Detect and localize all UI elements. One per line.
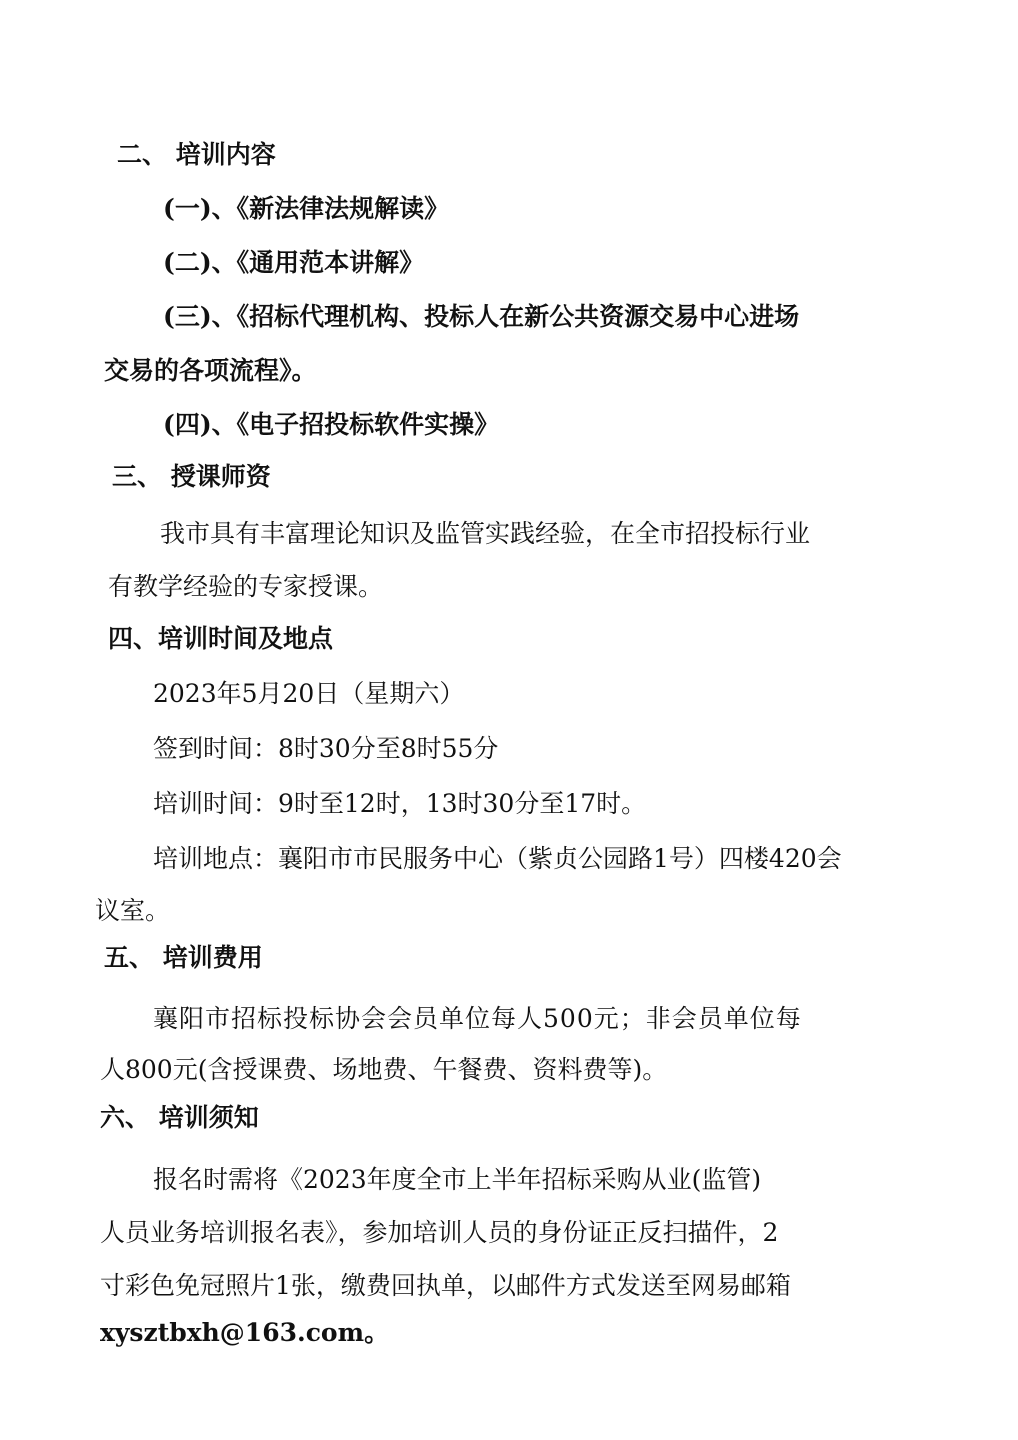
notice-email-line bbox=[100, 1315, 389, 1351]
contact-email: xysztbxh@163.com bbox=[100, 1318, 365, 1347]
section-heading-training-content: 二、 培训内容 bbox=[117, 140, 276, 169]
content-item-3-line-1: (三)、《招标代理机构、投标人在新公共资源交易中心进场 bbox=[163, 302, 800, 331]
instructors-text-line-1: 我市具有丰富理论知识及监管实践经验，在全市招投标行业 bbox=[160, 519, 811, 548]
training-location-line-1: 培训地点：襄阳市市民服务中心（紫贞公园路1号）四楼420会 bbox=[153, 844, 842, 873]
signin-time: 签到时间：8时30分至8时55分 bbox=[153, 734, 499, 763]
section-heading-time-location: 四、培训时间及地点 bbox=[108, 624, 334, 653]
fees-text-line-1: 襄阳市招标投标协会会员单位每人500元；非会员单位每 bbox=[153, 1004, 802, 1033]
training-time: 培训时间：9时至12时，13时30分至17时。 bbox=[153, 789, 647, 818]
fees-text-line-2: 人800元(含授课费、场地费、午餐费、资料费等)。 bbox=[100, 1055, 668, 1084]
instructors-text-line-2: 有教学经验的专家授课。 bbox=[108, 572, 384, 601]
section-heading-notice: 六、 培训须知 bbox=[100, 1103, 259, 1132]
training-location-line-2: 议室。 bbox=[95, 896, 171, 925]
content-item-1: (一)、《新法律法规解读》 bbox=[163, 194, 450, 223]
notice-text-line-2: 人员业务培训报名表》，参加培训人员的身份证正反扫描件，2 bbox=[100, 1218, 779, 1247]
section-heading-instructors: 三、 授课师资 bbox=[112, 462, 271, 491]
section-heading-fees: 五、 培训费用 bbox=[104, 943, 263, 972]
notice-text-line-3: 寸彩色免冠照片1张，缴费回执单，以邮件方式发送至网易邮箱 bbox=[100, 1271, 791, 1300]
content-item-4: (四)、《电子招投标软件实操》 bbox=[163, 410, 500, 439]
content-item-2: (二)、《通用范本讲解》 bbox=[163, 248, 425, 277]
email-period: 。 bbox=[364, 1318, 390, 1347]
training-date: 2023年5月20日（星期六） bbox=[153, 679, 465, 708]
notice-text-line-1: 报名时需将《2023年度全市上半年招标采购从业(监管) bbox=[153, 1165, 762, 1194]
content-item-3-line-2: 交易的各项流程》。 bbox=[104, 356, 317, 385]
